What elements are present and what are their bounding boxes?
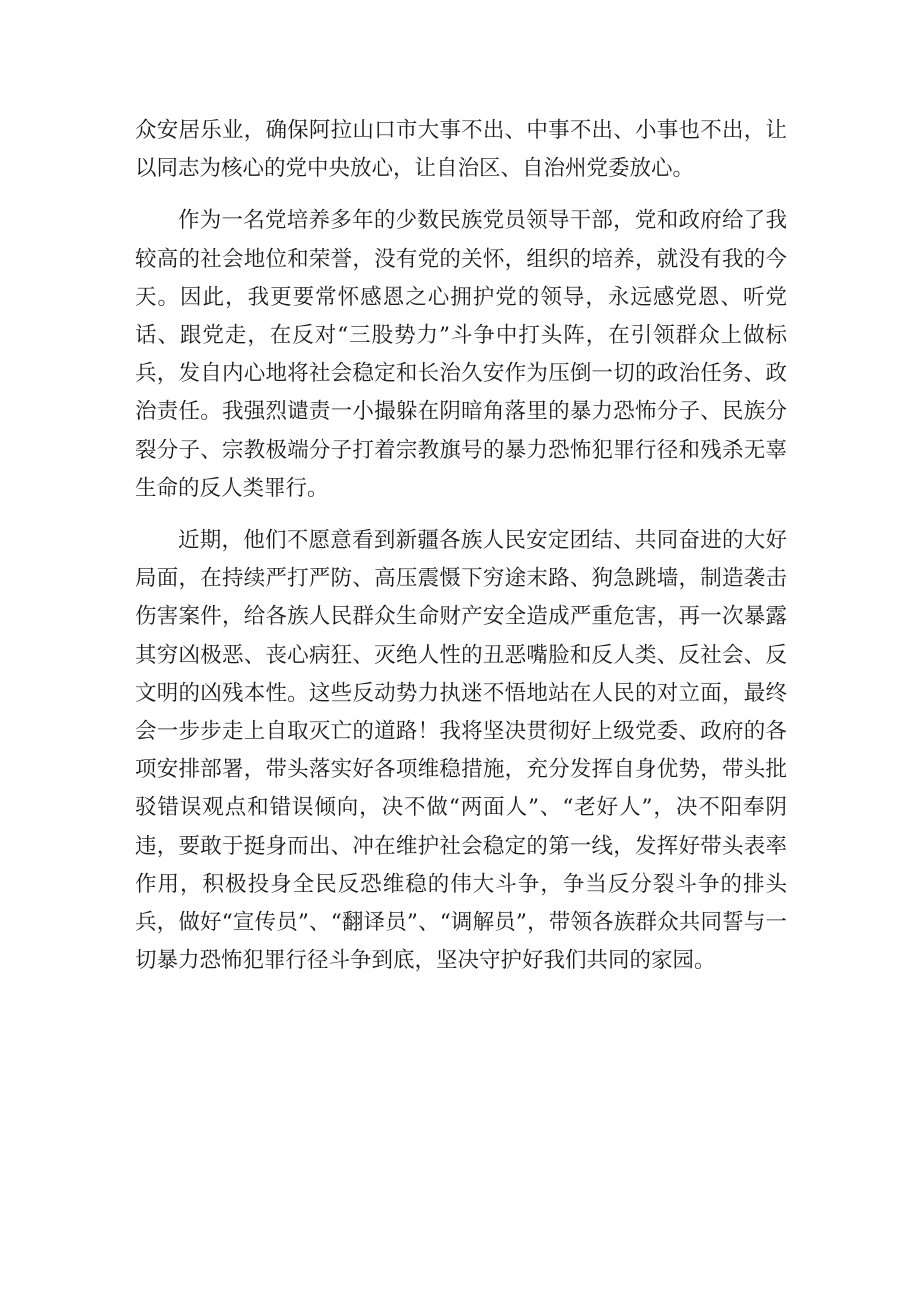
paragraph-continuation: 众安居乐业，确保阿拉山口市大事不出、中事不出、小事也不出，让以同志为核心的党中央放心，让自治区、自治州党委放心。 [135,118,787,182]
paragraph-party-gratitude: 作为一名党培养多年的少数民族党员领导干部，党和政府给了我较高的社会地位和荣誉，没有党的关怀，组织的培养，就没有我的今天。因此，我更要常怀感恩之心拥护党的领导，永远感党恩、听党话、跟党走，在反对“三股势力”斗争中打头阵，在引领群众上做标兵，发自内心地将社会稳定和长治久安作为压倒一切的政治任务、政治责任。我强烈谴责一小撮躲在阴暗角落里的暴力恐怖分子、民族分裂分子、宗教极端分子打着宗教旗号的暴力恐怖犯罪行径和残杀无辜生命的反人类罪行。 [135,208,787,501]
document-body [135,112,787,980]
paragraph-recent-events: 近期，他们不愿意看到新疆各族人民安定团结、共同奋进的大好局面，在持续严打严防、高压震慑下穷途末路、狗急跳墙，制造袭击伤害案件，给各族人民群众生命财产安全造成严重危害，再一次暴露其穷凶极恶、丧心病狂、灭绝人性的丑恶嘴脸和反人类、反社会、反文明的凶残本性。这些反动势力执迷不悟地站在人民的对立面，最终会一步步走上自取灭亡的道路！我将坚决贯彻好上级党委、政府的各项安排部署，带头落实好各项维稳措施，充分发挥自身优势，带头批驳错误观点和错误倾向，决不做“两面人”、“老好人”，决不阳奉阴违，要敢于挺身而出、冲在维护社会稳定的第一线，发挥好带头表率作用，积极投身全民反恐维稳的伟大斗争，争当反分裂斗争的排头兵，做好“宣传员”、“翻译员”、“调解员”，带领各族群众共同誓与一切暴力恐怖犯罪行径斗争到底，坚决守护好我们共同的家园。 [135,528,787,974]
